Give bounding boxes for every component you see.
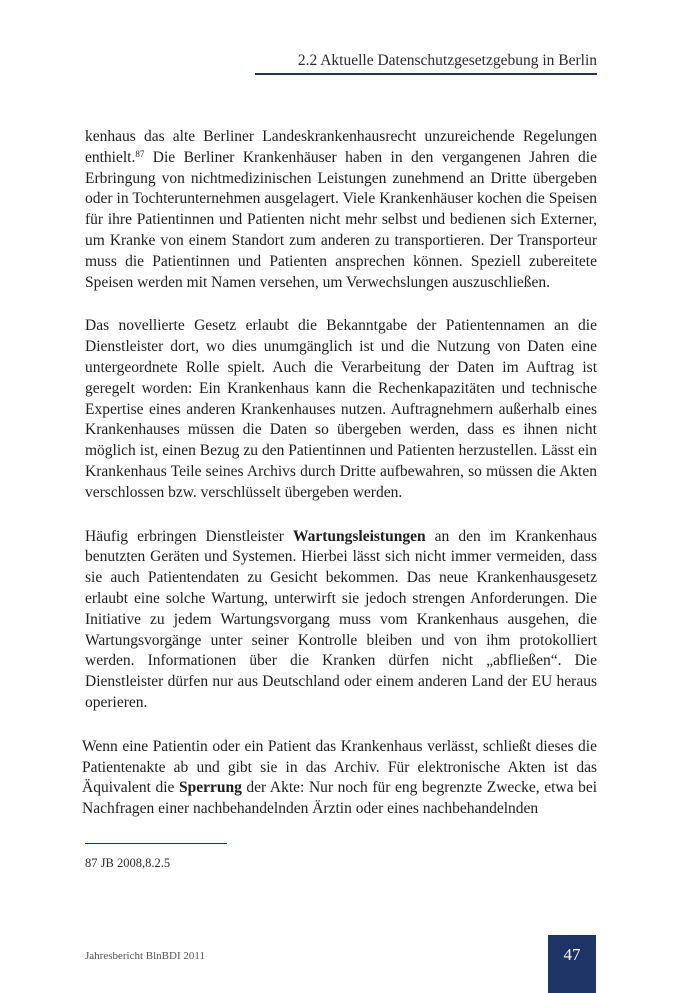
paragraph-1 — [85, 127, 597, 293]
text-run: Die Berliner Krankenhäuser haben in den vergangenen Jahren die Erbringung von nichtmedizinischen Leistungen zunehmend an Dritte übergeben oder in Tochterunternehmen ausgelagert. Viele Krankenhäuser kochen die Speisen für ihre Patientinnen und Patienten nicht mehr selbst und bedienen sich Externer, um Kranke von einem Standort zum anderen zu transportieren. Der Transporteur muss die Patientinnen und Patienten ansprechen können. Speziell zubereitete Speisen werden mit Namen versehen, um Verwechslungen auszuschließen. — [85, 148, 597, 291]
body-text — [82, 127, 598, 843]
paragraph-2 — [85, 316, 597, 503]
text-run: Das novellierte Gesetz erlaubt die Bekanntgabe der Patientennamen an die Dienstleister dort, wo dies unumgänglich ist und die Nutzung von Daten eine untergeordnete Rolle spielt. Auch die Verarbeitung der Daten im Auftrag ist geregelt worden: Ein Krankenhaus kann die Rechenkapazitäten und technische Expertise eines anderen Krankenhauses nutzen. Auftragnehmern außerhalb eines Krankenhauses müssen die Daten so übergeben werden, dass es ihnen nicht möglich ist, einen Bezug zu den Patientinnen und Patienten herzustellen. Lässt ein Krankenhaus Teile seines Archivs durch Dritte aufbewahren, so müssen die Akten verschlossen bzw. verschlüsselt übergeben werden. — [85, 317, 597, 501]
header-rule — [255, 73, 597, 75]
paragraph-3 — [85, 527, 597, 714]
footer-report-title: Jahresbericht BlnBDI 2011 — [85, 950, 205, 962]
footnote-ref: 87 — [135, 148, 145, 159]
page-number-badge — [548, 935, 596, 993]
text-run: Wenn eine Patientin oder ein Patient das Krankenhaus verlässt, schließt dieses die Patientenakte ab und gibt sie in das Archiv. Für elektronische Akten ist das Äquivalent die — [82, 737, 597, 797]
bold-term: Sperrung — [178, 779, 242, 797]
bold-term: Wartungsleistungen — [292, 527, 426, 545]
paragraph-4 — [82, 737, 597, 820]
footnote: 87 JB 2008,8.2.5 — [85, 856, 171, 870]
page-number: 47 — [563, 945, 581, 964]
running-header: 2.2 Aktuelle Datenschutzgesetzgebung in Berlin — [297, 52, 597, 69]
footnote-rule — [85, 843, 227, 844]
text-run: der Akte: Nur noch für eng begrenzte Zwecke, etwa bei Nachfragen einer nachbehandelnden Ärztin oder eines nachbehandelnden — [82, 779, 598, 818]
text-run: Häufig erbringen Dienstleister — [85, 527, 293, 545]
text-run: an den im Krankenhaus benutzten Geräten und Systemen. Hierbei lässt sich nicht immer vermeiden, dass sie auch Patientendaten zu Gesicht bekommen. Das neue Krankenhausgesetz erlaubt eine solche Wartung, unterwirft sie jedoch strengen Anforderungen. Die Initiative zu jedem Wartungsvorgang muss vom Krankenhaus ausgehen, die Wartungsvorgänge unter seiner Kontrolle bleiben und von ihm protokolliert werden. Informationen über die Kranken dürfen nicht „abfließen“. Die Dienstleister dürfen nur aus Deutschland oder einem anderen Land der EU heraus operieren. — [85, 527, 597, 711]
text-run: kenhaus das alte Berliner Landeskrankenhausrecht unzureichende Regelungen enthielt. — [85, 128, 597, 166]
